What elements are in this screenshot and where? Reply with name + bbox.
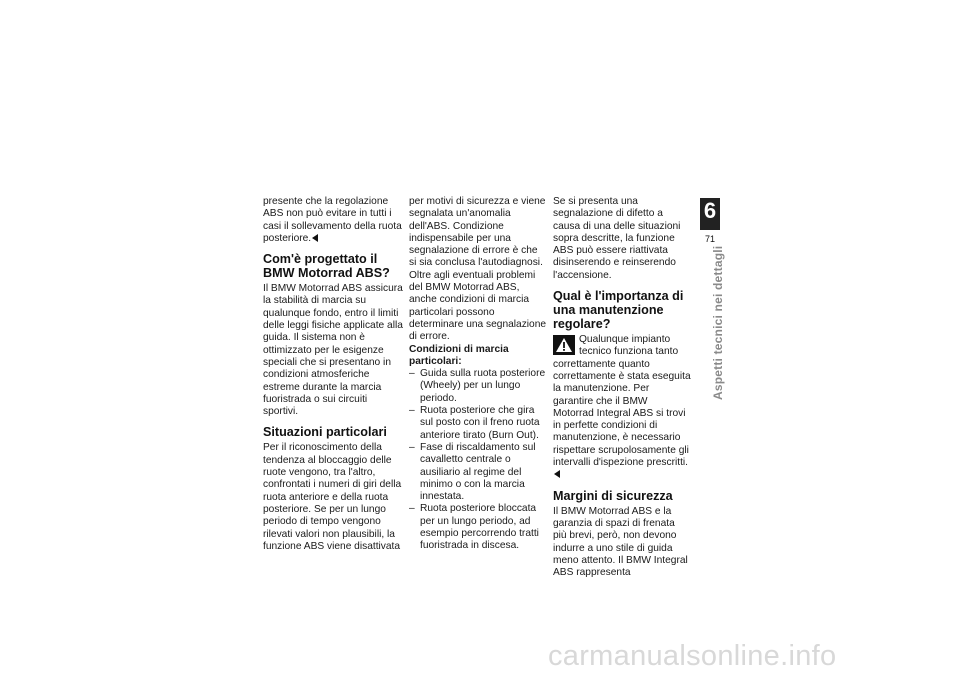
- heading-special-situations: Situazioni particolari: [263, 425, 387, 440]
- intro-paragraph: presente che la regolazione ABS non può evitare in tutti i casi il sollevamento della ruota posteriore.: [263, 196, 402, 244]
- paragraph-special-situations: Per il riconoscimento della tendenza al bloccaggio delle ruote vengono, tra l'altro, confrontati i numeri di giri della ruota anteriore e della ruota posteriore. Se per un lungo periodo di tempo vengono rilevati valori non plausibili, la funzione ABS viene disattivata: [263, 442, 402, 552]
- end-marker-icon: [312, 234, 318, 242]
- chapter-title: Aspetti tecnici nei dettagli: [711, 245, 725, 400]
- watermark-text: carmanualsonline.info: [548, 640, 837, 672]
- heading-abs-design: Com'è progettato il BMW Motorrad ABS?: [263, 252, 390, 281]
- list-item: – Ruota posteriore bloccata per un lungo periodo, ad esempio percorrendo tratti fuoristrada in discesa.: [409, 503, 547, 552]
- heading-safety-margins: Margini di sicurezza: [553, 488, 673, 503]
- heading-maintenance: Qual è l'importanza di una manutenzione regolare?: [553, 289, 684, 332]
- warning-triangle-icon: [553, 335, 575, 355]
- subheading-conditions: Condizioni di marcia particolari:: [409, 343, 509, 367]
- paragraph-abs-design: Il BMW Motorrad ABS assicura la stabilità di marcia su qualunque fondo, entro il limiti delle leggi fisiche applicate alla guida. Il sistema non è ottimizzato per le esigenze speciali che si presentano in condizioni atmosferiche estreme durante la marcia fuoristrada o sui circuiti sportivi.: [263, 283, 403, 418]
- chapter-tab: [700, 198, 720, 230]
- text-column-3: [553, 196, 691, 579]
- page-number: 71: [704, 234, 715, 244]
- end-marker-icon: [554, 470, 560, 478]
- chapter-number: 6: [703, 198, 717, 223]
- text-column-1: [263, 196, 403, 553]
- paragraph-safety-margins: Il BMW Motorrad ABS e la garanzia di spazi di frenata più brevi, però, non devono indurre a uno stile di guida meno attento. Il BMW Integral ABS rappresenta: [553, 505, 688, 579]
- list-item: – Fase di riscaldamento sul cavalletto centrale o ausiliario al regime del minimo o con la marcia innestata.: [409, 442, 547, 503]
- list-item: – Ruota posteriore che gira sul posto con il freno ruota anteriore tirato (Burn Out).: [409, 405, 547, 442]
- warning-text: Qualunque impianto tecnico funziona tanto correttamente quanto correttamente è stata eseguita la manutenzione. Per garantire che il BMW Motorrad Integral ABS si trovi in perfette condizioni di manutenzione, è necessario rispettare scrupolosamente gli intervalli d'ispezione prescritti.: [553, 334, 691, 482]
- list-item: – Guida sulla ruota posteriore (Wheely) per un lungo periodo.: [409, 368, 547, 405]
- warning-block: [553, 334, 691, 482]
- paragraph-reactivation: Se si presenta una segnalazione di difetto a causa di una delle situazioni sopra descritte, la funzione ABS può essere riattivata disinserendo e reinserendo l'accensione.: [553, 196, 681, 281]
- text-column-2: [409, 196, 547, 553]
- conditions-list: [409, 368, 547, 552]
- paragraph-continued: per motivi di sicurezza e viene segnalata un'anomalia dell'ABS. Condizione indispensabile per una segnalazione di errore è che si sia conclusa l'autodiagnosi. Oltre agli eventuali problemi del BMW Motorrad ABS, anche condizioni di marcia particolari possono determinare una segnalazione di errore.: [409, 196, 547, 343]
